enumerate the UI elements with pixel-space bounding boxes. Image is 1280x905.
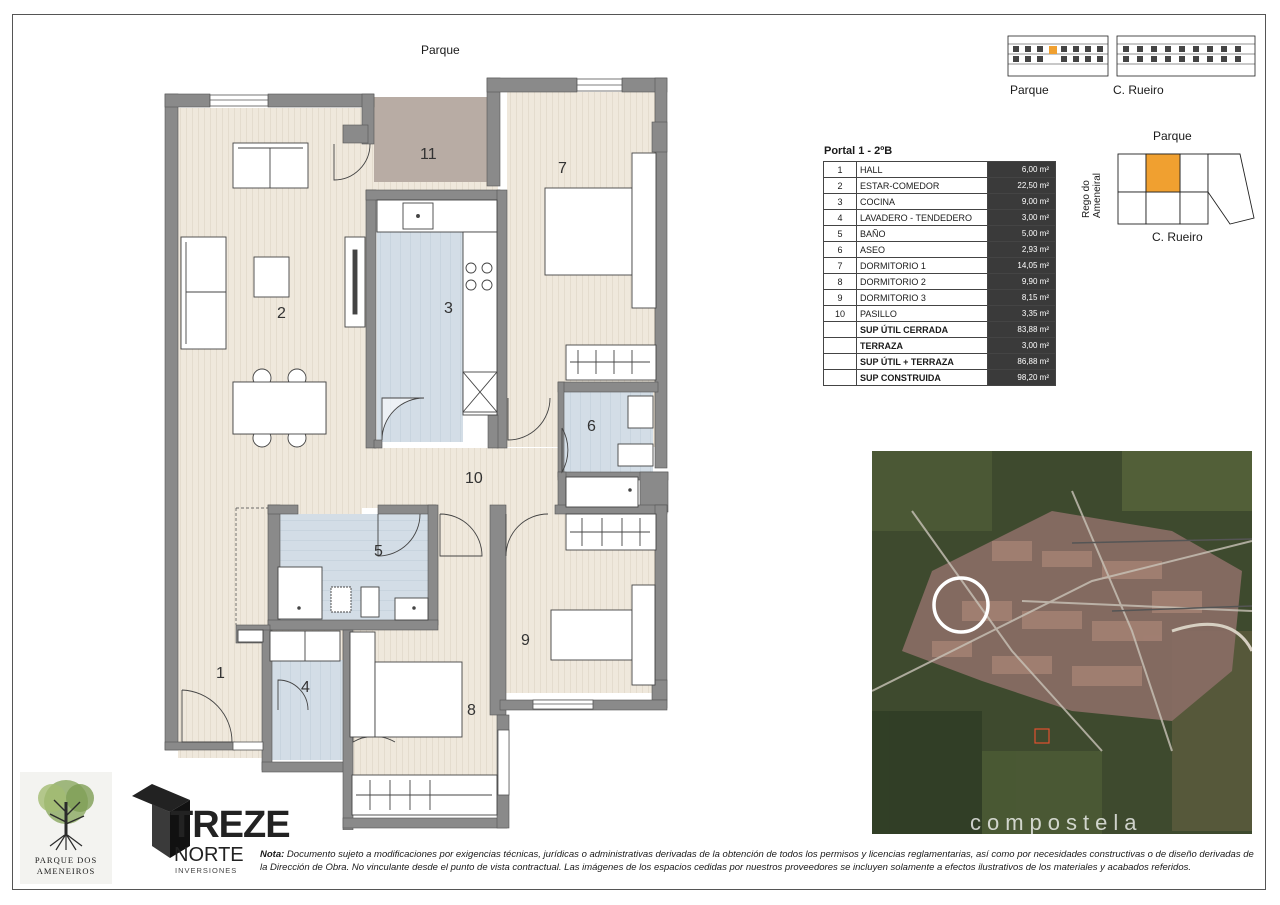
area-table-row <box>824 290 1056 306</box>
parque-logo-line-1: PARQUE DOS <box>34 855 98 865</box>
room-name: LAVADERO - TENDEDERO <box>857 210 988 226</box>
room-name: ASEO <box>857 242 988 258</box>
area-table-row <box>824 194 1056 210</box>
room-label-8: 8 <box>467 702 476 719</box>
room-area: 3,00 m² <box>988 338 1056 354</box>
note-lead: Nota: <box>260 849 285 860</box>
keyplan-side-label <box>1081 173 1103 218</box>
sofa-top <box>233 143 308 188</box>
keyplan-side-label-2: Ameneiral <box>1092 172 1103 218</box>
area-table-row <box>824 210 1056 226</box>
room-label-10: 10 <box>465 470 483 487</box>
area-table-row <box>824 354 1056 370</box>
room-area: 8,15 m² <box>988 290 1056 306</box>
floor-hallway <box>178 448 558 508</box>
inversiones-wordmark: INVERSIONES <box>175 866 238 875</box>
room-label-7: 7 <box>558 160 567 177</box>
parque-logo-text <box>20 855 112 877</box>
room-area: 3,35 m² <box>988 306 1056 322</box>
note-text: Documento sujeto a modificaciones por exigencias técnicas, jurídicas o administrativas derivadas de la obtención de todos los permisos y licencias reglamentarias, así como por necesidades constructivas o de diseño derivadas de la Dirección de Obra. No vinculante desde el punto de vista contractual. Las imágenes de los espacios cedidas por nuestros proveedores se incluyen solamente a efectos ilustrativos de los materiales y acabados referidos. <box>260 849 1254 873</box>
room-name: HALL <box>857 162 988 178</box>
room-label-1: 1 <box>216 665 225 682</box>
building-elevation <box>1005 28 1260 80</box>
room-label-5: 5 <box>374 543 383 560</box>
room-area: 86,88 m² <box>988 354 1056 370</box>
room-area: 14,05 m² <box>988 258 1056 274</box>
row-number: 3 <box>824 194 857 210</box>
elevation-label-right: C. Rueiro <box>1113 83 1164 97</box>
room-name: TERRAZA <box>857 338 988 354</box>
row-number: 4 <box>824 210 857 226</box>
room-area: 6,00 m² <box>988 162 1056 178</box>
area-table-row <box>824 274 1056 290</box>
room-name: PASILLO <box>857 306 988 322</box>
room-name: SUP ÚTIL + TERRAZA <box>857 354 988 370</box>
map-watermark: compostela <box>970 810 1143 835</box>
room-area: 2,93 m² <box>988 242 1056 258</box>
room-area: 9,00 m² <box>988 194 1056 210</box>
room-label-3: 3 <box>444 300 453 317</box>
row-number: 9 <box>824 290 857 306</box>
room-name: DORMITORIO 3 <box>857 290 988 306</box>
coffee-table <box>254 257 289 297</box>
area-table-row <box>824 242 1056 258</box>
keyplan-top-label: Parque <box>1153 129 1192 143</box>
row-number: 7 <box>824 258 857 274</box>
norte-wordmark: NORTE <box>174 844 244 866</box>
room-area: 3,00 m² <box>988 210 1056 226</box>
room-area: 22,50 m² <box>988 178 1056 194</box>
row-number: 8 <box>824 274 857 290</box>
room-name: DORMITORIO 1 <box>857 258 988 274</box>
keyplan-bottom-label: C. Rueiro <box>1152 230 1203 244</box>
row-number <box>824 370 857 386</box>
row-number: 10 <box>824 306 857 322</box>
area-table-row <box>824 370 1056 386</box>
room-label-11: 11 <box>420 146 437 163</box>
row-number: 6 <box>824 242 857 258</box>
floor-laundry <box>270 660 345 760</box>
area-table-row <box>824 258 1056 274</box>
row-number: 5 <box>824 226 857 242</box>
area-table <box>823 161 1056 386</box>
area-table-row <box>824 306 1056 322</box>
room-area: 9,90 m² <box>988 274 1056 290</box>
terrace-floor <box>374 97 487 182</box>
room-name: SUP CONSTRUIDA <box>857 370 988 386</box>
treze-wordmark: TREZE <box>170 804 290 846</box>
sofa-left <box>181 237 226 349</box>
room-area: 5,00 m² <box>988 226 1056 242</box>
park-label: Parque <box>421 43 460 57</box>
room-label-4: 4 <box>301 679 310 696</box>
room-label-2: 2 <box>277 305 286 322</box>
area-table-row <box>824 226 1056 242</box>
keyplan-side-label-1: Rego do <box>1081 180 1092 218</box>
key-plan <box>1112 148 1262 230</box>
bed-2 <box>375 662 462 737</box>
row-number <box>824 322 857 338</box>
room-name: ESTAR-COMEDOR <box>857 178 988 194</box>
row-number: 1 <box>824 162 857 178</box>
unit-title: Portal 1 - 2ºB <box>824 145 893 157</box>
aerial-map <box>872 451 1252 834</box>
keyplan-unit-highlight <box>1146 154 1180 192</box>
row-number: 2 <box>824 178 857 194</box>
room-label-9: 9 <box>521 632 530 649</box>
room-name: SUP ÚTIL CERRADA <box>857 322 988 338</box>
row-number <box>824 354 857 370</box>
elevation-label-left: Parque <box>1010 83 1049 97</box>
parque-logo-line-2: AMENEIROS <box>36 866 96 876</box>
area-table-row <box>824 178 1056 194</box>
room-name: COCINA <box>857 194 988 210</box>
room-label-6: 6 <box>587 418 596 435</box>
area-table-row <box>824 322 1056 338</box>
room-area: 98,20 m² <box>988 370 1056 386</box>
disclaimer-note <box>260 848 1260 874</box>
room-area: 83,88 m² <box>988 322 1056 338</box>
area-table-row <box>824 162 1056 178</box>
bed-1 <box>545 188 632 275</box>
bed-3 <box>551 610 632 660</box>
room-name: BAÑO <box>857 226 988 242</box>
row-number <box>824 338 857 354</box>
area-table-row <box>824 338 1056 354</box>
unit-highlight <box>1049 46 1057 54</box>
room-name: DORMITORIO 2 <box>857 274 988 290</box>
floor-plan <box>150 70 680 830</box>
